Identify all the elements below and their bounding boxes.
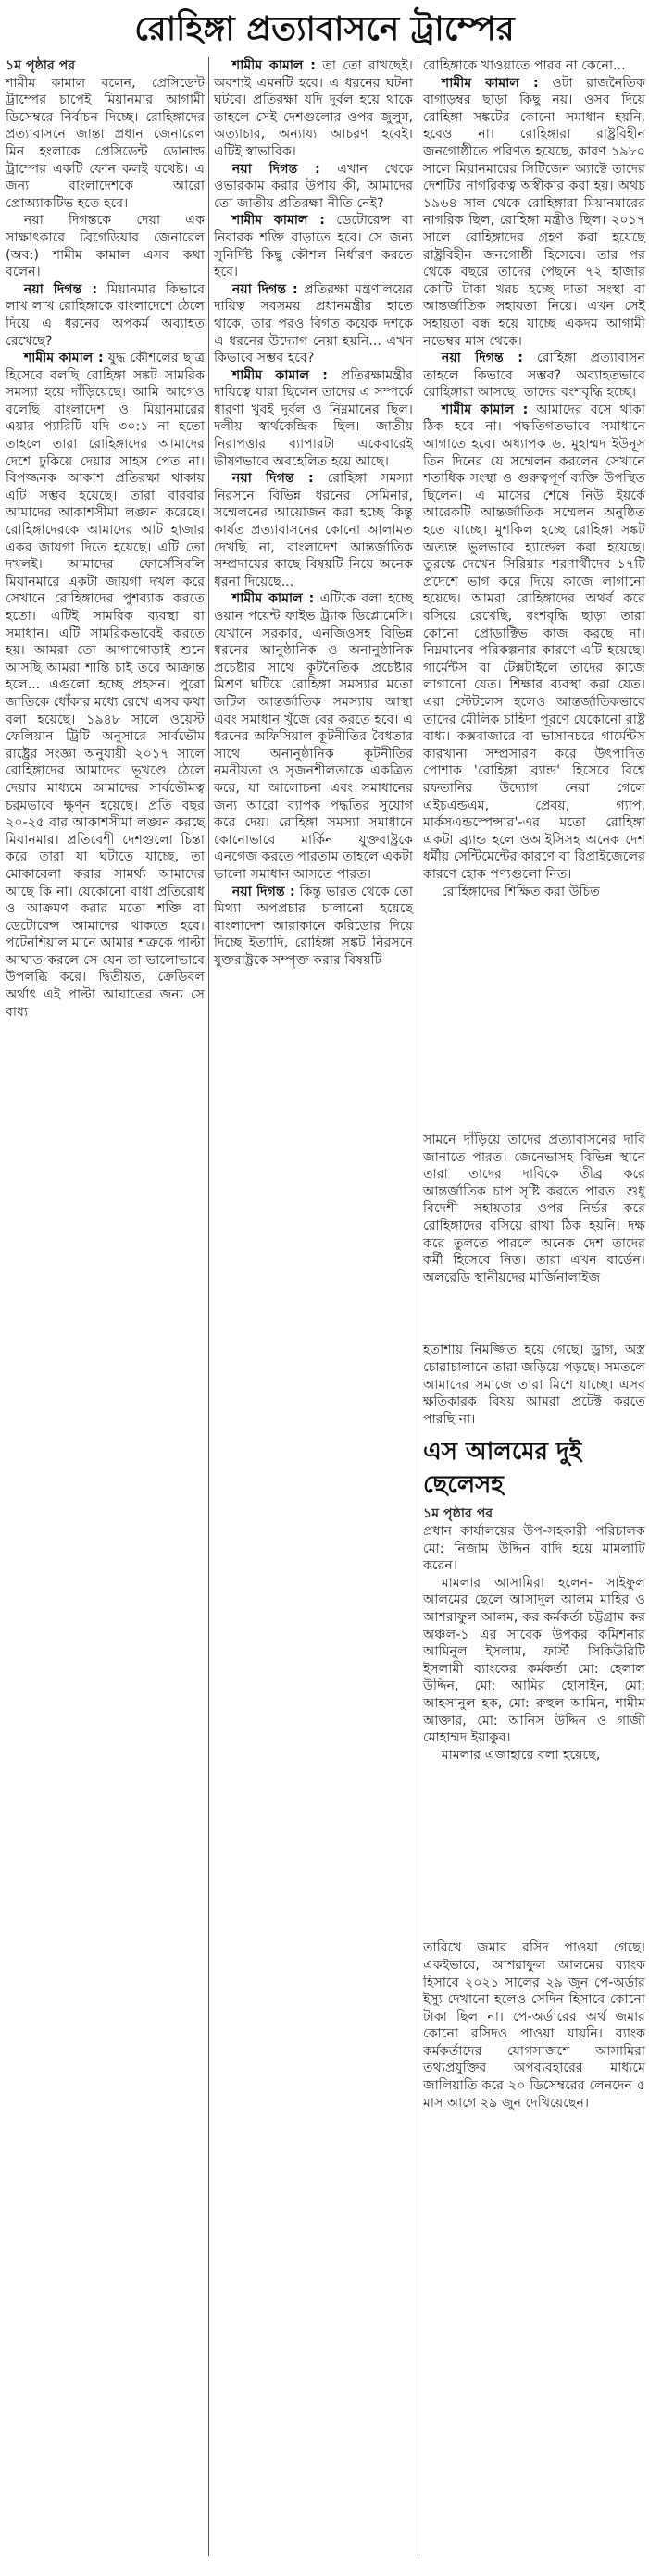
paragraph-text: মামলার আসামিরা হলেন- সাইফুল আলমের ছেলে আসাদুল আলম মাহির ও আশরাফুল আলম, কর কর্মকর্তা চট্টগ্রাম কর অঞ্চল-১ এর সাবেক উপকর কমিশনার আমিনুল ইসলাম, ফার্স্ট সিকিউরিটি ইসলামী ব্যাংকের কর্মকর্তা মো: হেলাল উদ্দিন, মো: আমির হোসাইন, মো: আহসানুল হক, মো: রুহুল আমিন, শামীম আক্তার, মো: আনিস উদ্দিন ও গাজী মোহাম্মদ ইয়াকুব। bbox=[423, 1575, 645, 1746]
speaker-label: শামীম কামাল : bbox=[231, 367, 328, 383]
article-columns bbox=[0, 57, 649, 2563]
paragraph bbox=[423, 1132, 645, 1286]
speaker-label: নয়া দিগন্ত : bbox=[231, 471, 314, 487]
paragraph bbox=[214, 212, 413, 280]
paragraph-text: রোহিঙ্গাকে খাওয়াতে পারব না কেনো... bbox=[423, 58, 626, 73]
article-headline: রোহিঙ্গা প্রত্যাবাসনে ট্রাম্পের bbox=[134, 10, 515, 48]
paragraph bbox=[423, 1523, 645, 1575]
column-3-article-end bbox=[423, 1342, 645, 1428]
paragraph-text: প্রতিরক্ষামন্ত্রীর দায়িত্বে যারা ছিলেন তাদের এ সম্পর্কে ধারণা খুবই দুর্বল ও নিম্নমানের ছিল। দলীয় স্বার্থকেন্দ্রিক ছিল। জাতীয় নিরাপত্তার ব্যাপারটা একেবারেই ভীষণভাবে অবহেলিত হয়ে আছে। bbox=[214, 367, 413, 469]
paragraph-text: আমাদের বসে থাকা ঠিক হবে না। পদ্ধতিগতভাবে সমাধানে আগাতে হবে। অধ্যাপক ড. মুহাম্মদ ইউনূস তিন দিনের যে সম্মেলন করলেন সেখানে শতাধিক সংস্থা ও গুরুত্বপূর্ণ ব্যক্তি উপস্থিত ছিলেন। এ মাসের শেষে নিউ ইয়র্কে আরেকটি আন্তর্জাতিক সম্মেলন অনুষ্ঠিত হতে যাচ্ছে। মুশকিল হচ্ছে রোহিঙ্গা সঙ্কট অত্যন্ত ভুলভাবে হ্যান্ডেল করা হয়েছে। তুরস্কে দেখেন সিরিয়ার শরণার্থীদের ১৭টি প্রদেশে ভাগ করে দিয়ে কাজে লাগানো হয়েছে। আমরা রোহিঙ্গাদের অথর্ব করে বসিয়ে রেখেছি, বংশবৃদ্ধি ছাড়া তারা কোনো প্রোডাক্টিভ কাজ করছে না। নিম্নমানের পরিকল্পনার কারণে এটি হয়েছে। গার্মেন্টস বা টেক্সটাইলে তাদের কাজে লাগানো যেত। শিক্ষার ব্যবস্থা করা যেত। এরা স্টেটলেস হলেও আন্তর্জাতিকভাবে তাদের মৌলিক চাহিদা পূরণে যেকোনো রাষ্ট্র বাধ্য। কক্সবাজারে বা ভাসানচরে গার্মেন্টস কারখানা সম্প্রসারণ করে উৎপাদিত পোশাক 'রোহিঙ্গা ব্র্যান্ড' হিসেবে বিশ্বে রফতানির উদ্যোগ নেয়া গেলে এইচএন্ডএম, প্রেবয়, গ্যাপ, মার্কসএন্ডস্পেন্সার'-এর মতো রোহিঙ্গা একটা ব্র্যান্ড হলে ওআইসিসহ অনেক দেশ ধর্মীয় সেন্টিমেন্টের কারণে বা রিপ্রাইজেলের কারণে হোক পণ্যগুলো নিত। bbox=[423, 402, 645, 882]
speaker-label: শামীম কামাল : bbox=[441, 402, 529, 417]
paragraph-text: যুদ্ধ কৌশলের ছাত্র হিসেবে বলছি রোহিঙ্গা সঙ্কট সামরিক সমস্যা হয়ে দাঁড়িয়েছে। আমি আগেও বলেছি বাংলাদেশ ও মিয়ানমারের এয়ার প্যারিটি যদি ৩০:১ না হতো তাহলে তারা রোহিঙ্গাদের আমাদের দেশে ঢুকিয়ে দেয়ার সাহস পেত না। বিপজ্জনক আকাশ প্রতিরক্ষা থাকায় এটি সম্ভব হয়েছে। তারা বারবার আমাদের আকাশসীমা লঙ্ঘন করেছে। রোহিঙ্গাদেরকে আমাদের আট হাজার একর জায়গা দিতে হয়েছে। এটি তো দখলই। আমাদের ফোর্সেসিবলি মিয়ানমারে একটা জায়গা দখল করে সেখানে রোহিঙ্গাদের পুশব্যাক করতে হতো। এটিই সামরিক ব্যবস্থা বা সমাধান। এটি সামরিকভাবেই করতে হয়। আমরা তো আগাগোড়াই শুনে আসছি আমরা শান্তি চাই তবে আক্রান্ত হলে... এগুলো হচ্ছে প্রহসন। পুরো জাতিকে ধোঁকার মধ্যে রেখে এসব কথা বলা হয়েছে। ১৯৪৮ সালে ওয়েস্ট ফেলিয়ান ট্রিটি অনুসারে সার্বভৌম রাষ্ট্রের সংজ্ঞা অনুযায়ী ২০১৭ সালে রোহিঙ্গাদের আমাদের ভূখণ্ডে ঠেলে দেয়ার মাধ্যমে আমাদের সার্বভৌমত্ব চরমভাবে ক্ষুণ্ন হয়েছে। প্রতি বছর ২০-২৫ বার আকাশসীমা লঙ্ঘন করছে মিয়ানমার। প্রতিবেশী দেশগুলো চিন্তা করে তারা যা ঘটাতে যাচ্ছে, তা মোকাবেলা করার সামর্থ্য আমাদের আছে কি না। যেকোনো বাধা প্রতিরোধ ও আক্রমণ করার মতো শক্তি বা ডেটোরেন্স আমাদের থাকতে হবে। পটেনশিয়াল মানে আমার শত্রুকে পাল্টা আঘাত করলে সে যেন তা ভালোভাবে উপলব্ধি করে। দ্বিতীয়ত, ক্রেডিবল অর্থাৎ এই পাল্টা আঘাতের জন্য সে বাধ্য bbox=[6, 351, 205, 1020]
paragraph-text: এখান থেকে ওভারকাম করার উপায় কী, আমাদের তো জাতীয় প্রতিরক্ষা নীতি নেই? bbox=[214, 161, 413, 211]
paragraph bbox=[423, 884, 645, 901]
paragraph-text: রোহিঙ্গা সমস্যা নিরসনে বিভিন্ন ধরনের সেমিনার, সম্মেলনের আয়োজন করা হচ্ছে কিন্তু কার্যত প্রত্যাবাসনের কোনো আলামত দেখছি না, বাংলাদেশ আন্তর্জাতিক সম্প্রদায়ের কাছে বিষয়টি নিয়ে অনেক ধরনা দিয়েছে... bbox=[214, 471, 413, 589]
column-2 bbox=[209, 57, 418, 2556]
paragraph-text: প্রধান কার্যালয়ের উপ-সহকারী পরিচালক মো: নিজাম উদ্দিন বাদি হয়ে মামলাটি করেন। bbox=[423, 1524, 645, 1574]
paragraph-text: মামলার এজাহারে বলা হয়েছে, bbox=[441, 1747, 601, 1763]
second-article-headline: এস আলমের দুই ছেলেসহ bbox=[423, 1438, 582, 1500]
speaker-label: নয়া দিগন্ত : bbox=[231, 884, 295, 899]
paragraph bbox=[214, 884, 413, 970]
paragraph-text: কিন্তু ভারত থেকে তো মিথ্যা অপপ্রচার চালানো হয়েছে বাংলাদেশ আরাকানে করিডোর দিয়ে দিচ্ছে ইত্যাদি, রোহিঙ্গা সঙ্কট নিরসনে যুক্তরাষ্ট্রকে সম্পৃক্ত করার বিষয়টি bbox=[214, 884, 413, 968]
paragraph bbox=[214, 590, 413, 883]
column-1 bbox=[6, 57, 209, 2556]
paragraph bbox=[214, 470, 413, 590]
paragraph bbox=[423, 1747, 645, 1765]
paragraph bbox=[6, 350, 205, 1021]
paragraph bbox=[423, 1939, 645, 2112]
paragraph bbox=[6, 281, 205, 350]
paragraph bbox=[423, 75, 645, 351]
speaker-label: শামীম কামাল : bbox=[231, 213, 325, 229]
paragraph-text: রোহিঙ্গাদের শিক্ষিত করা উচিত bbox=[441, 884, 600, 899]
speaker-label: নয়া দিগন্ত : bbox=[231, 161, 320, 177]
paragraph-text: সামনে দাঁড়িয়ে তাদের প্রত্যাবাসনের দাবি জানাতে পারত। জেনেভাসহ বিভিন্ন স্থানে তারা তাদের দাবিকে তীব্র করে আন্তর্জাতিক চাপ সৃষ্টি করতে পারত। শুধু বিদেশী সহায়তার ওপর নির্ভর করে রোহিঙ্গাদের বসিয়ে রাখা ঠিক হয়নি। দক্ষ করে তুলতে পারলে অনেক দেশ তাদের কর্মী হিসেবে নিত। তারা এখন বার্ডেন। অলরেডি স্থানীয়দের মার্জিনালাইজ bbox=[423, 1133, 645, 1285]
paragraph-text: শামীম কামাল বলেন, প্রেসিডেন্ট ট্রাম্পের চাপেই মিয়ানমার আগামী ডিসেম্বরে নির্বাচন দিচ্ছে। রোহিঙ্গাদের প্রত্যাবাসনে জান্তা প্রধান জেনারেল মিন হংলাকে প্রেসিডেন্ট ডোনাল্ড ট্রাম্পের একটি ফোন কলই যথেষ্ট। এ জন্য বাংলাদেশকে আরো প্রোঅ্যাকটিভ হতে হবে। bbox=[6, 75, 205, 211]
column-3-top bbox=[423, 57, 645, 900]
paragraph bbox=[6, 212, 205, 280]
paragraph bbox=[214, 161, 413, 213]
paragraph-text: মিয়ানমার কিভাবে লাখ লাখ রোহিঙ্গাকে বাংলাদেশে ঠেলে দিয়ে এ ধরনের অপকর্ম অব্যাহত রেখেছে? bbox=[6, 281, 205, 349]
paragraph bbox=[423, 350, 645, 402]
column-3-middle bbox=[423, 1132, 645, 1286]
speaker-label: নয়া দিগন্ত : bbox=[441, 351, 523, 366]
paragraph bbox=[214, 57, 413, 161]
speaker-label: নয়া দিগন্ত : bbox=[231, 281, 298, 297]
paragraph bbox=[214, 281, 413, 367]
paragraph-text: নয়া দিগন্তকে দেয়া এক সাক্ষাৎকারে ব্রিগেডিয়ার জেনারেল (অব:) শামীম কামাল এসব কথা বলেন। bbox=[6, 213, 205, 280]
paragraph-text: তা তো রাখছেই। অবশ্যই এমনটি হবে। এ ধরনের ঘটনা ঘটবে। প্রতিরক্ষা যদি দুর্বল হয়ে থাকে তাহলে সেই দেশগুলোর ওপর জুলুম, অত্যাচার, অন্যায্য আচরণ হবেই। এটিই স্বাভাবিক। bbox=[214, 58, 413, 159]
paragraph bbox=[423, 402, 645, 884]
continuation-kicker: ১ম পৃষ্ঠার পর bbox=[423, 1506, 493, 1522]
second-article-end bbox=[423, 1939, 645, 2112]
paragraph-text: তারিখে জমার রসিদ পাওয়া গেছে। একইভাবে, আশরাফুল আলমের ব্যাংক হিসাবে ২০২১ সালের ২৯ জুন পে-অর্ডার ইস্যু দেখানো হলেও সেদিন হিসাবে কোনো টাকা ছিল না। পে-অর্ডারের অর্থ জমার কোনো রসিদও পাওয়া যায়নি। ব্যাংক কর্মকর্তাদের যোগসাজশে আসামিরা তথ্যপ্রযুক্তির অপব্যবহারের মাধ্যমে জালিয়াতি করে ২০ ডিসেম্বরের লেনদেন ৫ মাস আগে ২৯ জুন দেখিয়েছেন। bbox=[423, 1940, 645, 2111]
column-3 bbox=[418, 57, 645, 2112]
paragraph-text: এটিকে বলা হচ্ছে ওয়ান পয়েন্ট ফাইভ ট্র্যাক ডিপ্লোমেসি। যেখানে সরকার, এনজিওসহ বিভিন্ন ধরনের আনুষ্ঠানিক ও অনানুষ্ঠানিক প্রচেষ্টার সাথে কূটনৈতিক প্রচেষ্টার মিশ্রণ ঘটিয়ে রোহিঙ্গা সমস্যার মতো জটিল আন্তর্জাতিক সমস্যায় আস্থা এবং সমাধান খুঁজে বের করতে হবে। এ ধরনের অফিসিয়াল কূটনীতির বৈধতার সাথে অনানুষ্ঠানিক কূটনীতির নমনীয়তা ও সৃজনশীলতাকে একত্রিত করে, যা আলোচনা এবং সমাধানের জন্য আরো ব্যাপক পদ্ধতির সুযোগ করে দেয়। রোহিঙ্গা সমস্যা সমাধানে কোনোভাবে মার্কিন যুক্তরাষ্ট্রকে এনগেজ করতে পারতাম তাহলে একটা ভালো সমাধান আসতে পারত। bbox=[214, 591, 414, 882]
speaker-label: শামীম কামাল : bbox=[441, 75, 539, 91]
paragraph-text: রোহিঙ্গা প্রত্যাবাসন তাহলে কিভাবে সম্ভব? অব্যাহতভাবে রোহিঙ্গারা আসছে। তাদের বংশবৃদ্ধি হচ্ছে। bbox=[423, 351, 645, 401]
paragraph bbox=[214, 367, 413, 471]
speaker-label: নয়া দিগন্ত : bbox=[23, 281, 97, 297]
speaker-label: শামীম কামাল : bbox=[231, 58, 316, 73]
paragraph-text: ডেটোরেন্স বা নিবারক শক্তি বাড়াতে হবে। সে জন্য সুনির্দিষ্ট কিছু কৌশল নির্ধারণ করতে হবে। bbox=[214, 213, 413, 280]
paragraph-text: ওটা রাজনৈতিক বাগাড়ম্বর ছাড়া কিছু নয়। ওসব দিয়ে রোহিঙ্গা সঙ্কটের কোনো সমাধান হয়নি, হবেও না। রোহিঙ্গারা রাষ্ট্রবিহীন জনগোষ্ঠীতে পরিণত হয়েছে, কারণ ১৯৮০ সালে মিয়ানমারের সিটিজেন অ্যাক্টে তাদের দেশটির নাগরিকত্ব অস্বীকার করা হয়। অথচ ১৯৬৪ সাল থেকে রোহিঙ্গারা মিয়ানমারের নাগরিক ছিল, রোহিঙ্গা মন্ত্রীও ছিল। ২০১৭ সালে রোহিঙ্গাদের গ্রহণ করা হয়েছে রাষ্ট্রবিহীন জনগোষ্ঠী হিসেবে। তার পর থেকে বছরে তাদের পেছনে ৭২ হাজার কোটি টাকা খরচ হচ্ছে দাতা সংস্থা বা আন্তর্জাতিক সহায়তা নিয়ে। এখন সেই সহায়তা বন্ধ হয়ে যাচ্ছে একদম আগামী নভেম্বর মাস থেকে। bbox=[423, 75, 646, 349]
paragraph bbox=[6, 75, 205, 213]
paragraph-text: হতাশায় নিমজ্জিত হয়ে গেছে। ড্রাগ, অস্ত্র চোরাচালানে তারা জড়িয়ে পড়ছে। সমতলে আমাদের সমাজে তারা মিশে যাচ্ছে। এসব ক্ষতিকারক বিষয় আমরা প্রটেক্ট করতে পারছি না। bbox=[423, 1343, 645, 1427]
paragraph-text: প্রতিরক্ষা মন্ত্রণালয়ের দায়িত্ব সবসময় প্রধানমন্ত্রীর হাতে থাকে, তার পরও বিগত কয়েক দশকে এ ধরনের উদ্যোগ নেয়া হয়নি... এখন কিভাবে সম্ভব হবে? bbox=[214, 281, 413, 366]
speaker-label: শামীম কামাল : bbox=[23, 351, 104, 366]
speaker-label: শামীম কামাল : bbox=[231, 591, 315, 607]
paragraph bbox=[423, 57, 645, 75]
paragraph bbox=[423, 1575, 645, 1747]
continuation-kicker: ১ম পৃষ্ঠার পর bbox=[6, 58, 76, 73]
second-article-body bbox=[423, 1505, 645, 1764]
paragraph bbox=[423, 1342, 645, 1428]
